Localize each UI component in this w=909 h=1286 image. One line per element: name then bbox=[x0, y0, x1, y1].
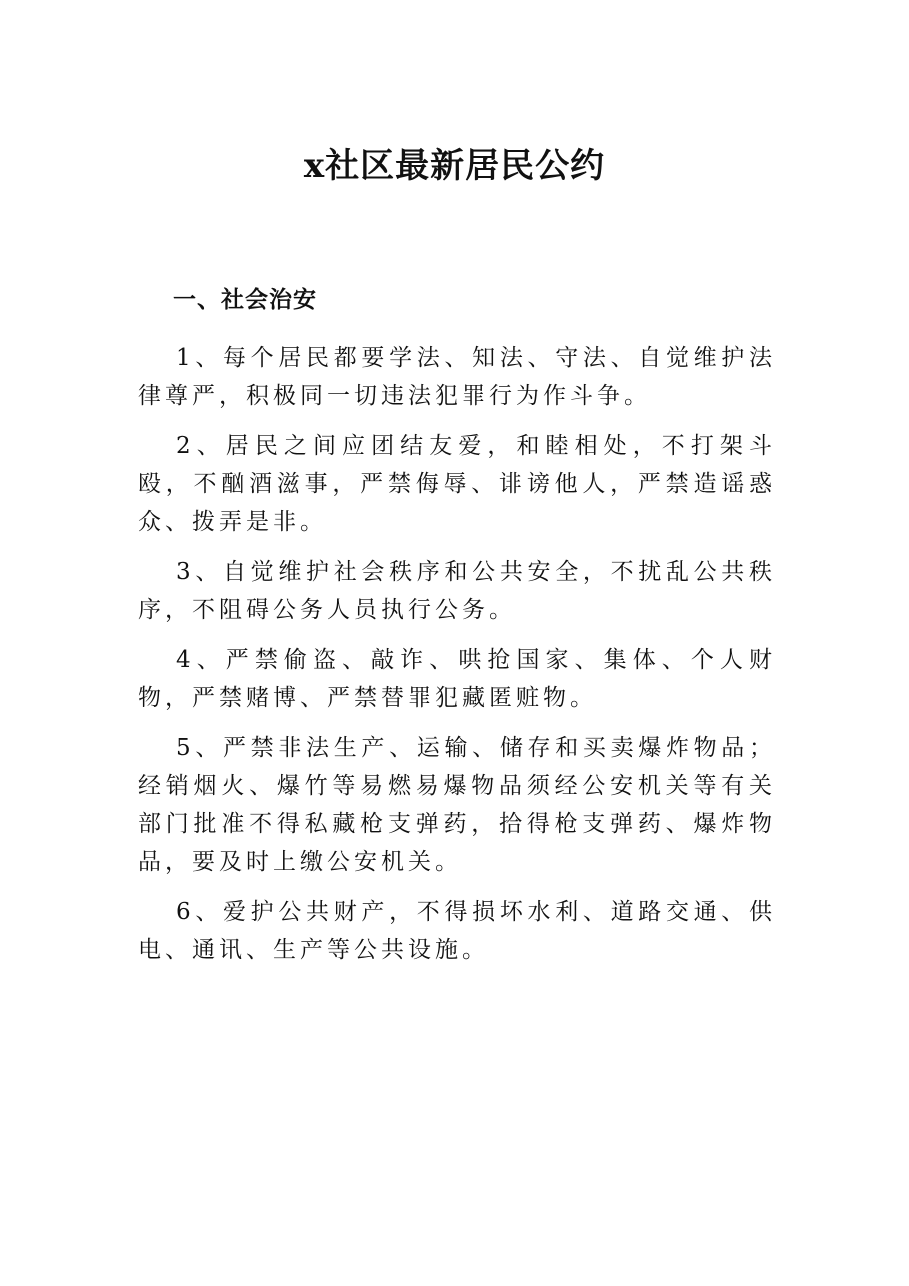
document-body bbox=[138, 339, 776, 981]
paragraph-5: 5、严禁非法生产、运输、储存和买卖爆炸物品；经销烟火、爆竹等易燃易爆物品须经公安机关等有关部门批准不得私藏枪支弹药，拾得枪支弹药、爆炸物品，要及时上缴公安机关。 bbox=[138, 735, 776, 875]
paragraph-4: 4、严禁偷盗、敲诈、哄抢国家、集体、个人财物，严禁赌博、严禁替罪犯藏匿赃物。 bbox=[138, 647, 776, 711]
section-heading: 一、社会治安 bbox=[173, 286, 317, 313]
paragraph-1: 1、每个居民都要学法、知法、守法、自觉维护法律尊严，积极同一切违法犯罪行为作斗争。 bbox=[138, 345, 776, 409]
paragraph-3: 3、自觉维护社会秩序和公共安全，不扰乱公共秩序，不阻碍公务人员执行公务。 bbox=[138, 559, 776, 623]
paragraph-6: 6、爱护公共财产，不得损坏水利、道路交通、供电、通讯、生产等公共设施。 bbox=[138, 899, 776, 963]
document-title: x社区最新居民公约 bbox=[303, 146, 606, 186]
paragraph-2: 2、居民之间应团结友爱，和睦相处，不打架斗殴，不酗酒滋事，严禁侮辱、诽谤他人，严禁造谣惑众、拨弄是非。 bbox=[138, 433, 776, 535]
